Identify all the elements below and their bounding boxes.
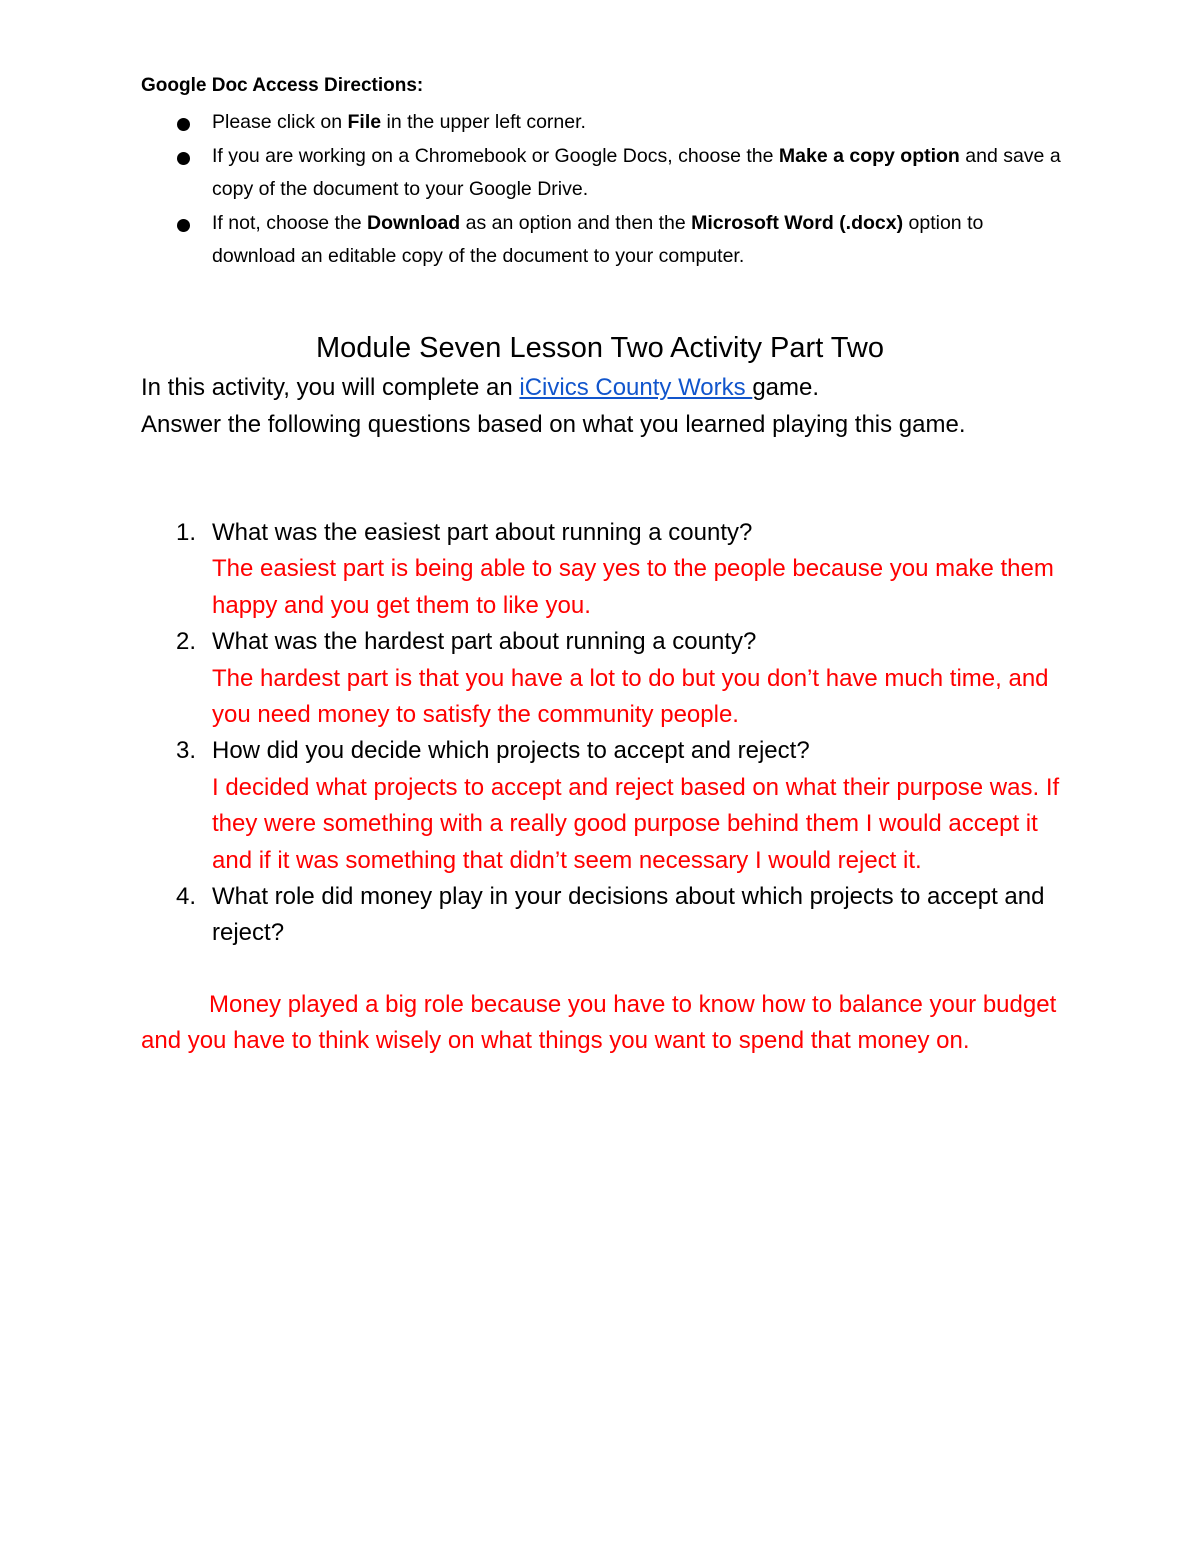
bullet-text: Please click on xyxy=(212,111,348,133)
bullet-bold-text: Make a copy option xyxy=(778,145,960,167)
question-number: 1. xyxy=(176,519,197,546)
question-item xyxy=(141,733,1071,879)
question-number: 4. xyxy=(176,883,197,911)
question-item xyxy=(141,879,1071,952)
question-item xyxy=(141,624,1071,733)
bullet-text: option to download an editable copy of the document to your computer. xyxy=(212,212,984,267)
activity-intro xyxy=(141,369,1041,443)
directions-bullet xyxy=(141,106,1071,139)
answer-text[interactable]: The hardest part is that you have a lot to do but you don’t have much time, and you need money to satisfy the community people. xyxy=(212,664,1049,729)
icivics-county-works-link[interactable]: iCivics County Works xyxy=(519,374,753,401)
question-text: How did you decide which projects to accept and reject? xyxy=(212,737,810,765)
bullet-bold-text: File xyxy=(347,111,382,133)
question-item xyxy=(141,515,1071,624)
bullet-text: If not, choose the xyxy=(212,212,368,234)
directions-bullet xyxy=(141,207,1071,273)
answer-text[interactable]: The easiest part is being able to say yes to the people because you make them happy and you get them to like you. xyxy=(212,555,1054,619)
directions-list xyxy=(141,106,1071,274)
activity-title: Module Seven Lesson Two Activity Part Two xyxy=(316,332,884,364)
answer-text[interactable]: Money played a big role because you have to know how to balance your budget and you have to think wisely on what things you want to spend that money on. xyxy=(141,991,1057,1055)
bullet-bold-text: Download xyxy=(367,212,461,234)
intro-instructions: Answer the following questions based on what you learned playing this game. xyxy=(141,411,966,438)
bullet-dot-icon xyxy=(177,219,190,232)
intro-text: In this activity, you will complete an xyxy=(141,374,520,401)
answer-text[interactable]: I decided what projects to accept and reject based on what their purpose was. If they were something with a really good purpose behind them I would accept it and if it was something that didn’t seem necessary I would reject it. xyxy=(212,773,1060,874)
question-number: 2. xyxy=(176,628,197,656)
intro-text: game. xyxy=(752,374,820,401)
bullet-text: If you are working on a Chromebook or Google Docs, choose the xyxy=(212,145,779,167)
bullet-text: in the upper left corner. xyxy=(381,111,586,133)
questions-list xyxy=(141,515,1071,952)
question-number: 3. xyxy=(176,737,197,765)
directions-bullet xyxy=(141,140,1071,206)
bullet-dot-icon xyxy=(177,152,190,165)
directions-heading: Google Doc Access Directions: xyxy=(141,75,424,96)
question-text: What was the hardest part about running a county? xyxy=(212,628,757,656)
question-text: What was the easiest part about running a county? xyxy=(212,519,753,546)
bullet-text: as an option and then the xyxy=(460,212,692,234)
question-text: What role did money play in your decisions about which projects to accept and reject? xyxy=(212,883,1045,947)
bullet-bold-text: Microsoft Word (.docx) xyxy=(691,212,904,234)
bullet-text: and save a copy of the document to your Google Drive. xyxy=(212,145,1061,200)
bullet-dot-icon xyxy=(177,118,190,131)
